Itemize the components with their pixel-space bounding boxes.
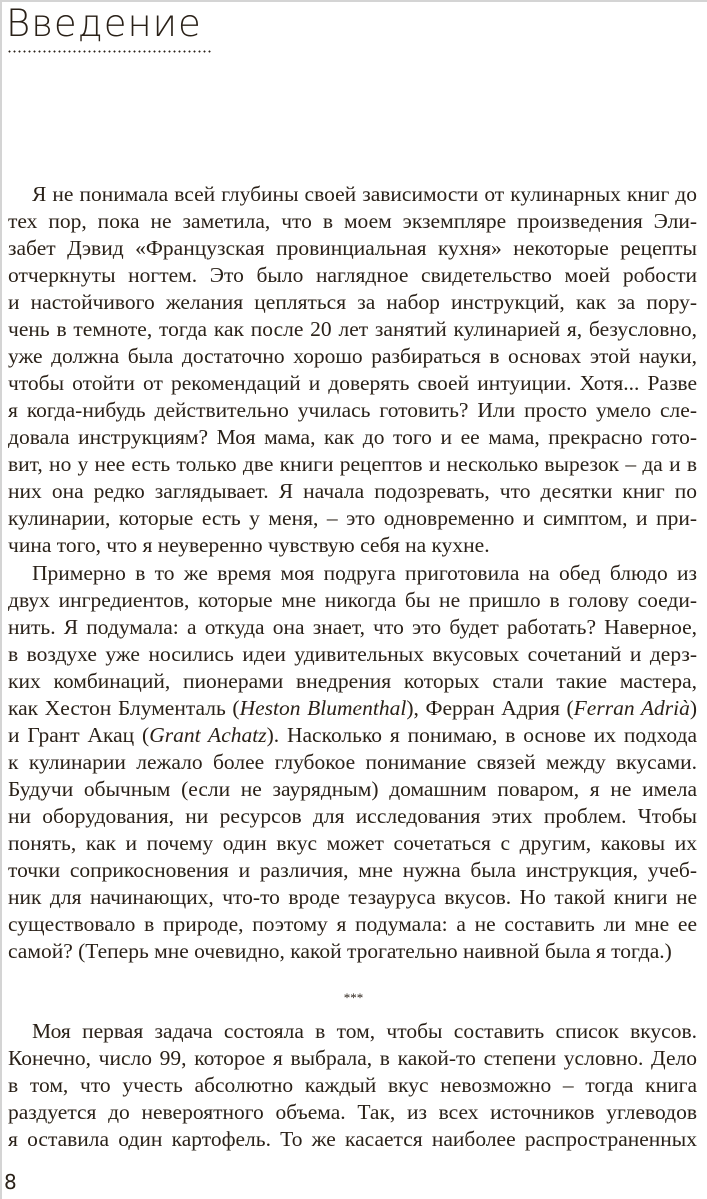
text-run: отчеркнуты ногтем. Это было наглядное свидетельство моей робости	[8, 263, 697, 287]
text-line	[8, 722, 697, 749]
text-run: Конечно, число 99, которое я выбрала, в какой-то степени условно. Дело	[8, 1046, 697, 1070]
text-run: Я не понимала всей глубины своей зависимости от кулинарных книг до	[32, 182, 697, 206]
text-run: забет Дэвид «Французская провинциальная кухня» некоторые рецепты	[8, 236, 697, 260]
paragraph-3	[8, 1018, 697, 1153]
text-line	[8, 370, 697, 397]
text-run: в воздухе уже носились идеи удивительных вкусовых сочетаний и дерз-	[8, 642, 697, 666]
text-line	[8, 830, 697, 857]
text-line	[8, 478, 697, 505]
text-run: ни оборудования, ни ресурсов для исследования этих проблем. Чтобы	[8, 804, 697, 828]
text-line	[8, 560, 697, 587]
text-line	[8, 1126, 697, 1153]
text-run: тех пор, пока не заметила, что в моем экземпляре произведения Эли-	[8, 209, 697, 233]
text-line	[8, 505, 697, 532]
text-line	[8, 451, 697, 478]
text-run: ), Ферран Адрия (	[406, 696, 574, 720]
text-line	[8, 614, 697, 641]
text-line	[8, 1045, 697, 1072]
text-line	[8, 1018, 697, 1045]
text-run: ких комбинаций, пионерами внедрения которых стали такие мастера,	[8, 669, 697, 693]
paragraph-2	[8, 560, 697, 965]
section-separator: ***	[343, 990, 364, 1005]
text-line	[8, 397, 697, 424]
italic-name: Heston Blumenthal	[239, 696, 407, 720]
text-run: и Грант Акац (	[8, 723, 150, 747]
text-line	[8, 532, 697, 559]
text-run: я когда-нибудь действительно училась готовить? Или просто умело сле-	[8, 398, 697, 422]
text-run: и настойчивого желания цепляться за набор инструкций, как за пору-	[8, 290, 697, 314]
text-run: чтобы отойти от рекомендаций и доверять своей интуиции. Хотя... Разве	[8, 371, 697, 395]
text-line	[8, 181, 697, 208]
text-line	[8, 208, 697, 235]
text-run: ник для начинающих, что-то вроде тезауруса вкусов. Но такой книги не	[8, 885, 697, 909]
text-run: понять, как и почему один вкус может сочетаться с другим, каковы их	[8, 831, 697, 855]
text-run: них она редко заглядывает. Я начала подозревать, что десятки книг по	[8, 479, 697, 503]
text-line	[8, 884, 697, 911]
text-line	[8, 695, 697, 722]
text-line	[8, 803, 697, 830]
text-line	[8, 235, 697, 262]
text-line	[8, 289, 697, 316]
text-run: ). Насколько я понимаю, в основе их подхода	[266, 723, 697, 747]
text-run: чина того, что я неуверенно чувствую себя на кухне.	[8, 533, 490, 557]
text-run: нить. Я подумала: а откуда она знает, что это будет работать? Наверное,	[8, 615, 697, 639]
text-run: довала инструкциям? Моя мама, как до того и ее мама, прекрасно гото-	[8, 425, 697, 449]
text-run: точки соприкосновения и различия, мне нужна была инструкция, учеб-	[8, 858, 697, 882]
text-line	[8, 262, 697, 289]
text-run: к кулинарии лежало более глубокое понимание связей между вкусами.	[8, 750, 697, 774]
page-number: 8	[4, 1170, 17, 1194]
paragraph-1	[8, 181, 697, 559]
italic-name: Grant Achatz	[149, 723, 267, 747]
text-run: чень в темноте, тогда как после 20 лет занятий кулинарией я, безусловно,	[8, 317, 697, 341]
text-line	[8, 1099, 697, 1126]
text-line	[8, 1072, 697, 1099]
text-line	[8, 749, 697, 776]
title-dotted-underline	[7, 50, 211, 53]
text-run: Будучи обычным (если не заурядным) домашним поваром, я не имела	[8, 777, 697, 801]
text-line	[8, 776, 697, 803]
text-line	[8, 641, 697, 668]
text-run: в том, что учесть абсолютно каждый вкус невозможно – тогда книга	[8, 1073, 697, 1097]
text-line	[8, 938, 697, 965]
italic-name: Ferran Adrià	[573, 696, 690, 720]
text-run: уже должна была достаточно хорошо разбираться в основах этой науки,	[8, 344, 697, 368]
text-line	[8, 424, 697, 451]
text-run: раздуется до невероятного объема. Так, из всех источников углеводов	[8, 1100, 697, 1124]
text-run: существовало в природе, поэтому я подумала: а не составить ли мне ее	[8, 912, 697, 936]
text-run: кулинарии, которые есть у меня, – это одновременно и симптом, и при-	[8, 506, 697, 530]
text-line	[8, 343, 697, 370]
text-line	[8, 911, 697, 938]
text-run: )	[689, 696, 697, 720]
text-line	[8, 857, 697, 884]
text-run: двух ингредиентов, которые мне никогда бы не пришло в голову соеди-	[8, 588, 697, 612]
text-line	[8, 587, 697, 614]
text-run: я оставила один картофель. То же касается наиболее распространенных	[8, 1127, 697, 1151]
text-run: самой? (Теперь мне очевидно, какой трогательно наивной была я тогда.)	[8, 939, 672, 963]
text-run: вит, но у нее есть только две книги рецептов и несколько вырезок – да и в	[8, 452, 697, 476]
text-line	[8, 316, 697, 343]
text-run: Примерно в то же время моя подруга приготовила на обед блюдо из	[32, 561, 697, 585]
text-run: как Хестон Блументаль (	[8, 696, 240, 720]
text-run: Моя первая задача состояла в том, чтобы составить список вкусов.	[32, 1019, 697, 1043]
chapter-title: Введение	[6, 2, 202, 45]
text-line	[8, 668, 697, 695]
